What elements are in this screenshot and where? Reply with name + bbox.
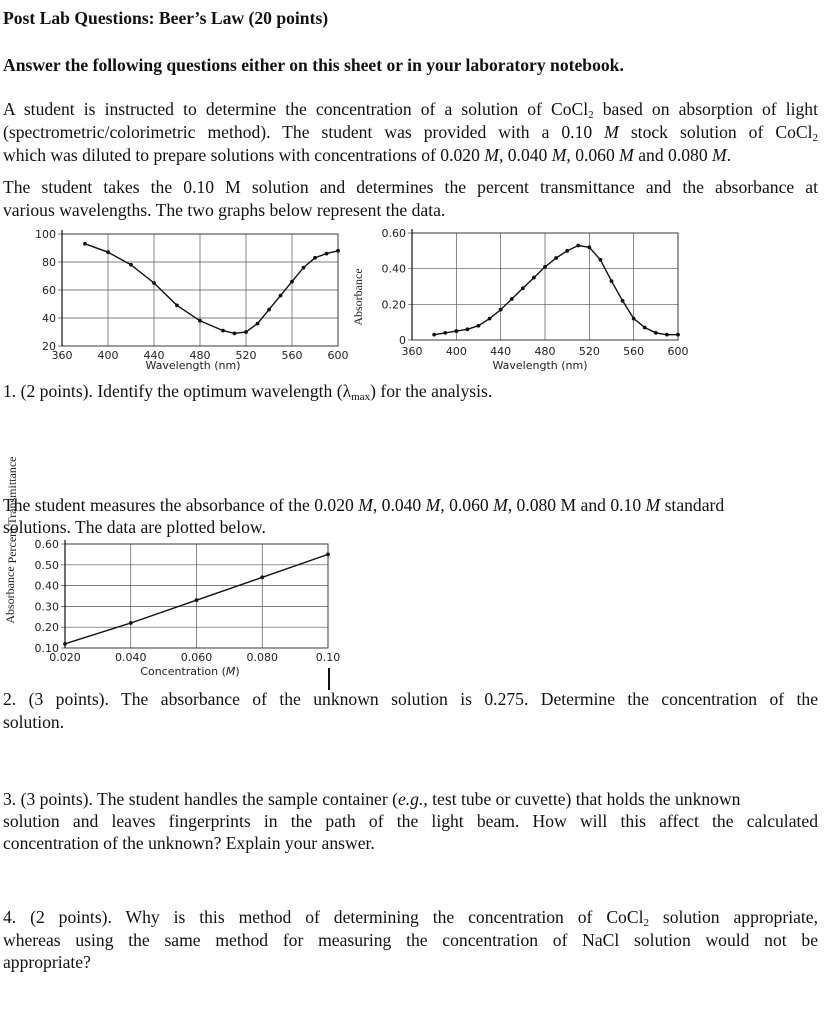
y-tick-label: 40: [42, 312, 56, 325]
data-point: [325, 252, 329, 256]
absorbance-ylabel: Absorbance: [351, 268, 365, 326]
page-title: Post Lab Questions: Beer’s Law (20 points): [3, 8, 329, 28]
y-tick-label: 80: [42, 256, 56, 269]
x-tick-label: 600: [667, 345, 689, 358]
x-tick-label: 440: [490, 345, 512, 358]
data-point: [267, 308, 271, 312]
data-point: [643, 326, 647, 330]
y-tick-label: 100: [35, 228, 56, 241]
data-point: [152, 281, 156, 285]
data-point: [129, 621, 133, 625]
data-point: [632, 317, 636, 321]
data-point: [195, 598, 199, 602]
data-point: [521, 286, 525, 290]
intro-p2-line-1: The student takes the 0.10 M solution and determines the percent transmittance and the absorbance at: [3, 177, 818, 197]
y-tick-label: 0.60: [381, 227, 406, 240]
data-point: [477, 324, 481, 328]
data-point: [129, 263, 133, 267]
standards-line-2: solutions. The data are plotted below.: [3, 517, 266, 537]
y-tick-label: 0.30: [34, 600, 59, 614]
absorbance-xlabel: Wavelength (nm): [492, 359, 588, 372]
question-3-line-1: 3. (3 points). The student handles the sample container (e.g., test tube or cuvette) that holds the unknown: [3, 789, 741, 809]
data-point: [543, 265, 547, 269]
data-point: [610, 279, 614, 283]
data-point: [499, 308, 503, 312]
data-point: [175, 304, 179, 308]
data-point: [676, 333, 680, 337]
x-tick-label: 520: [578, 345, 600, 358]
y-tick-label: 0.50: [34, 558, 59, 572]
data-point: [488, 317, 492, 321]
absorbance-wavelength-chart: [350, 222, 700, 382]
y-tick-label: 20: [42, 340, 56, 353]
question-2-line-1: 2. (3 points). The absorbance of the unknown solution is 0.275. Determine the concentration of the: [3, 689, 818, 709]
data-point: [290, 280, 294, 284]
question-1: 1. (2 points). Identify the optimum wavelength $(\lambda_{max})$ for the analysis.: [3, 381, 493, 403]
data-point: [106, 250, 110, 254]
data-point: [326, 553, 330, 557]
question-3-line-3: concentration of the unknown? Explain your answer.: [3, 833, 375, 853]
data-point: [454, 329, 458, 333]
data-point: [221, 329, 225, 333]
transmittance-series-line: [85, 244, 338, 334]
transmittance-ylabel: Percent Transmittance: [5, 456, 19, 564]
x-tick-label: 400: [97, 349, 119, 362]
x-tick-label: 360: [51, 349, 73, 362]
data-point: [260, 575, 264, 579]
data-point: [510, 297, 514, 301]
data-point: [63, 642, 67, 646]
data-point: [599, 258, 603, 262]
x-tick-label: 480: [189, 349, 211, 362]
data-point: [302, 266, 306, 270]
data-point: [432, 333, 436, 337]
calibration-xlabel: Concentration (M): [140, 665, 240, 678]
data-point: [554, 256, 558, 260]
data-point: [244, 330, 248, 334]
calibration-chart: [0, 536, 345, 686]
data-point: [587, 245, 591, 249]
intro-line-1: A student is instructed to determine the concentration of a solution of CoCl$_2$ based on absorption of light: [3, 99, 818, 121]
x-tick-label: 360: [401, 345, 423, 358]
intro-line-3: which was diluted to prepare solutions with concentrations of 0.020 M, 0.040 M, 0.060 M and 0.080 M.: [3, 145, 732, 165]
question-4-line-3: appropriate?: [3, 952, 91, 972]
data-point: [665, 333, 669, 337]
data-point: [576, 244, 580, 248]
question-4-line-2: whereas using the same method for measuring the concentration of NaCl solution would not be: [3, 930, 818, 950]
x-tick-label: 0.10: [315, 651, 341, 664]
x-tick-label: 0.060: [180, 651, 213, 664]
x-tick-label: 560: [623, 345, 645, 358]
data-point: [233, 332, 237, 336]
x-tick-label: 400: [445, 345, 467, 358]
question-2-line-2: solution.: [3, 712, 65, 732]
data-point: [466, 327, 470, 331]
data-point: [279, 294, 283, 298]
x-tick-label: 0.080: [246, 651, 278, 664]
data-point: [443, 331, 447, 335]
y-tick-label: 0: [399, 334, 406, 347]
y-tick-label: 0.10: [34, 642, 59, 655]
x-tick-label: 0.040: [115, 651, 147, 664]
intro-p2-line-2: various wavelengths. The two graphs below represent the data.: [3, 200, 446, 220]
standards-line-1: The student measures the absorbance of the 0.020 M, 0.040 M, 0.060 M, 0.080 M and 0.10 M standard: [3, 495, 725, 515]
data-point: [256, 322, 260, 326]
data-point: [198, 319, 202, 323]
data-point: [532, 276, 536, 280]
x-tick-label: 480: [534, 345, 556, 358]
x-tick-label: 600: [327, 349, 349, 362]
y-tick-label: 0.20: [34, 621, 59, 635]
question-4-line-1: 4. (2 points). Why is this method of determining the concentration of CoCl$_2$ solution appropriate,: [3, 907, 818, 929]
y-tick-label: 0.20: [381, 298, 406, 312]
question-3-line-2: solution and leaves fingerprints in the path of the light beam. How will this affect the calculated: [3, 811, 818, 831]
y-tick-label: 0.40: [381, 262, 406, 276]
y-tick-label: 0.40: [34, 579, 59, 593]
x-tick-label: 520: [235, 349, 257, 362]
instructions: Answer the following questions either on this sheet or in your laboratory notebook.: [3, 55, 624, 75]
intro-line-2: (spectrometric/colorimetric method). The student was provided with a 0.10 M stock solution of CoCl$_2$: [3, 122, 818, 144]
calibration-ylabel: Absorbance: [3, 566, 17, 624]
data-point: [83, 242, 87, 246]
y-tick-label: 0.60: [34, 538, 59, 551]
data-point: [654, 331, 658, 335]
data-point: [565, 249, 569, 253]
data-point: [621, 299, 625, 303]
data-point: [336, 249, 340, 253]
x-tick-label: 440: [143, 349, 165, 362]
transmittance-xlabel: Wavelength (nm): [145, 359, 241, 372]
x-tick-label: 560: [281, 349, 303, 362]
data-point: [313, 256, 317, 260]
x-tick-label: 0.020: [49, 651, 81, 664]
y-tick-label: 60: [42, 284, 56, 297]
text-cursor: [328, 668, 330, 690]
